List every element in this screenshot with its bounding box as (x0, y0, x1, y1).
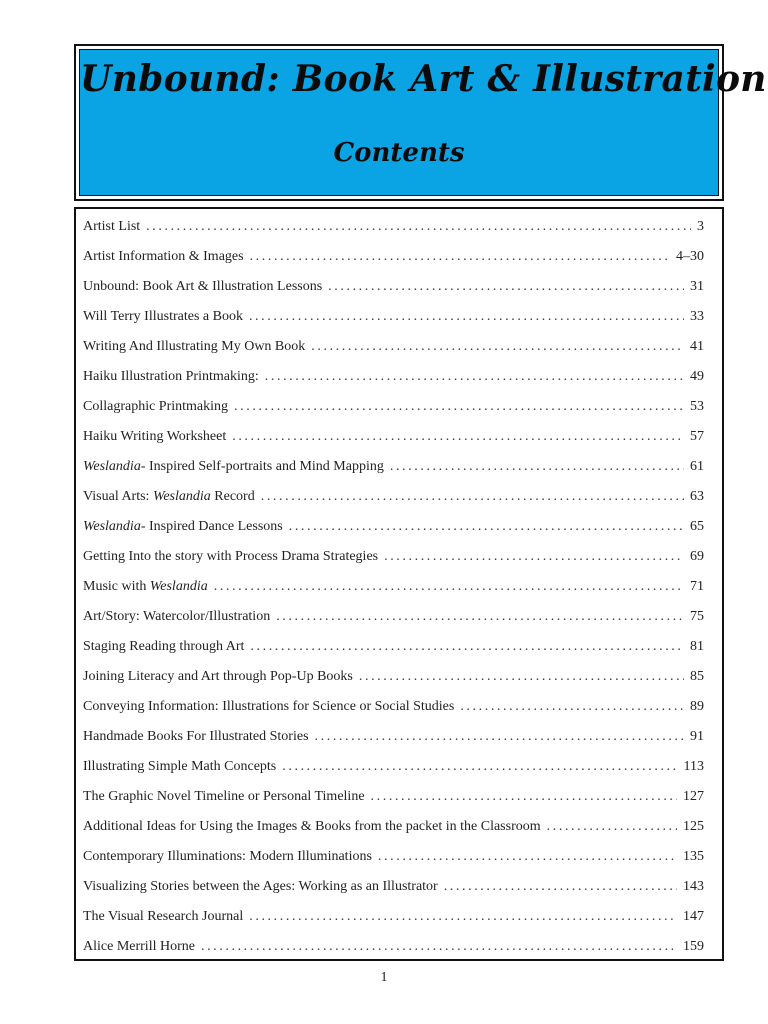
dot-leader (249, 302, 684, 332)
dot-leader (232, 422, 684, 452)
toc-entry-page: 159 (683, 939, 704, 954)
toc-entry-page: 31 (690, 279, 704, 294)
toc-entry-title-text: Collagraphic Printmaking (83, 399, 229, 414)
toc-entry-page: 61 (690, 459, 704, 474)
toc-entry-page: 71 (690, 579, 704, 594)
toc-entry-title-text: Art/Story: Watercolor/Illustration (83, 609, 271, 624)
dot-leader (265, 362, 684, 392)
toc-entry-page: 91 (690, 729, 704, 744)
table-of-contents (74, 207, 724, 961)
toc-entry-title-text: Staging Reading through Art (83, 639, 245, 654)
toc-entry[interactable] (76, 782, 722, 812)
toc-entry[interactable] (76, 482, 722, 512)
toc-entry-title (83, 662, 353, 692)
toc-entry-title (83, 872, 438, 902)
toc-entry-title-text: Joining Literacy and Art through Pop-Up Books (83, 669, 353, 684)
toc-entry-title-text: Unbound: Book Art & Illustration Lessons (83, 279, 323, 294)
toc-entry-title-italic: Weslandia (152, 489, 211, 504)
toc-entry-title-text: Writing And Illustrating My Own Book (83, 339, 306, 354)
dot-leader (390, 452, 684, 482)
dot-leader (234, 392, 684, 422)
toc-entry-title (83, 242, 244, 272)
toc-entry[interactable] (76, 392, 722, 422)
toc-entry-title-text: Haiku Writing Worksheet (83, 429, 227, 444)
toc-entry-title (83, 302, 243, 332)
document-title: Unbound: Book Art & Illustration (80, 58, 767, 100)
dot-leader (146, 212, 691, 242)
toc-entry[interactable] (76, 662, 722, 692)
toc-entry-title-text: Getting Into the story with Process Drama Strategies (83, 549, 379, 564)
toc-entry-page: 147 (683, 909, 704, 924)
toc-entry-title-text: Conveying Information: Illustrations for Science or Social Studies (83, 699, 455, 714)
toc-entry[interactable] (76, 632, 722, 662)
toc-entry[interactable] (76, 722, 722, 752)
toc-entry[interactable] (76, 302, 722, 332)
toc-entry-page: 53 (690, 399, 704, 414)
toc-entry[interactable] (76, 212, 722, 242)
toc-entry-page: 57 (690, 429, 704, 444)
toc-entry-title-text: Alice Merrill Horne (83, 939, 195, 954)
toc-entry-page: 113 (683, 759, 704, 774)
toc-entry-title-italic: Weslandia (83, 519, 141, 534)
toc-entry[interactable] (76, 272, 722, 302)
toc-entry-page: 3 (697, 219, 704, 234)
toc-entry-title (83, 332, 305, 362)
dot-leader (328, 272, 684, 302)
toc-entry-page: 33 (690, 309, 704, 324)
toc-entry-title-suffix: - Inspired Dance Lessons (140, 519, 283, 534)
dot-leader (460, 692, 684, 722)
toc-entry[interactable] (76, 812, 722, 842)
toc-entry-title-text: The Visual Research Journal (83, 909, 244, 924)
dot-leader (250, 242, 670, 272)
toc-entry-title-text: Artist Information & Images (83, 249, 244, 264)
toc-entry-page: 4–30 (676, 249, 704, 264)
toc-entry-page: 81 (690, 639, 704, 654)
toc-entry-page: 49 (690, 369, 704, 384)
dot-leader (311, 332, 684, 362)
dot-leader (315, 722, 684, 752)
toc-entry-title (83, 512, 283, 542)
toc-entry-title-text: Artist List (83, 219, 141, 234)
toc-entry-title (83, 542, 378, 572)
dot-leader (261, 482, 684, 512)
dot-leader (249, 902, 677, 932)
dot-leader (547, 812, 677, 842)
toc-entry-title (83, 602, 270, 632)
toc-entry-title (83, 692, 454, 722)
toc-entry-title (83, 632, 244, 662)
toc-entry[interactable] (76, 902, 722, 932)
toc-entry-title-text: Additional Ideas for Using the Images & Books from the packet in the Classroom (83, 819, 541, 834)
dot-leader (444, 872, 677, 902)
toc-entry[interactable] (76, 242, 722, 272)
toc-entry-title-italic: Weslandia (149, 579, 208, 594)
toc-entry-title (83, 482, 255, 512)
toc-entry-page: 63 (690, 489, 704, 504)
toc-entry[interactable] (76, 872, 722, 902)
toc-entry-title (83, 362, 259, 392)
dot-leader (289, 512, 684, 542)
toc-entry-title (83, 422, 226, 452)
dot-leader (378, 842, 677, 872)
toc-entry-title-italic: Weslandia (83, 459, 141, 474)
toc-entry-page: 125 (683, 819, 704, 834)
toc-list (76, 212, 722, 962)
toc-entry-title-text: Illustrating Simple Math Concepts (83, 759, 277, 774)
toc-entry-page: 89 (690, 699, 704, 714)
toc-entry-page: 143 (683, 879, 704, 894)
toc-entry[interactable] (76, 572, 722, 602)
toc-entry[interactable] (76, 752, 722, 782)
toc-entry-page: 41 (690, 339, 704, 354)
title-banner (74, 44, 767, 201)
toc-entry-page: 135 (683, 849, 704, 864)
page-number: 1 (380, 970, 388, 985)
toc-entry[interactable] (76, 542, 722, 572)
contents-heading: Contents (333, 138, 465, 168)
toc-entry-title-text: Contemporary Illuminations: Modern Illuminations (83, 849, 372, 864)
toc-entry-title (83, 392, 228, 422)
toc-entry-title-text: Music with (83, 579, 150, 594)
toc-entry[interactable] (76, 332, 722, 362)
toc-entry-title-text: Haiku Illustration Printmaking: (83, 369, 259, 384)
toc-entry[interactable] (76, 932, 722, 962)
toc-entry-title-text: Visualizing Stories between the Ages: Working as an Illustrator (83, 879, 438, 894)
toc-entry-page: 75 (690, 609, 704, 624)
dot-leader (384, 542, 684, 572)
toc-entry-title (83, 902, 243, 932)
dot-leader (250, 632, 684, 662)
toc-entry-title (83, 452, 384, 482)
toc-entry-title (83, 932, 195, 962)
dot-leader (359, 662, 684, 692)
toc-entry-title (83, 272, 322, 302)
title-banner-fill (79, 49, 767, 196)
toc-entry-title-text: Visual Arts: (83, 489, 153, 504)
toc-entry[interactable] (76, 452, 722, 482)
toc-entry-title-suffix: Record (210, 489, 255, 504)
toc-entry-title (83, 722, 309, 752)
toc-entry-title (83, 812, 541, 842)
toc-entry[interactable] (76, 362, 722, 392)
toc-entry-title (83, 572, 208, 602)
dot-leader (282, 752, 677, 782)
toc-entry[interactable] (76, 692, 722, 722)
toc-entry[interactable] (76, 512, 722, 542)
toc-entry-page: 69 (690, 549, 704, 564)
dot-leader (371, 782, 677, 812)
toc-entry-page: 65 (690, 519, 704, 534)
toc-entry-title (83, 752, 276, 782)
toc-entry-title (83, 212, 140, 242)
toc-entry[interactable] (76, 602, 722, 632)
toc-entry-page: 127 (683, 789, 704, 804)
toc-entry[interactable] (76, 842, 722, 872)
toc-entry-title-suffix: - Inspired Self-portraits and Mind Mapping (140, 459, 384, 474)
dot-leader (276, 602, 684, 632)
dot-leader (214, 572, 684, 602)
toc-entry-title-text: Handmade Books For Illustrated Stories (83, 729, 309, 744)
toc-entry[interactable] (76, 422, 722, 452)
dot-leader (201, 932, 677, 962)
toc-entry-title (83, 842, 372, 872)
toc-entry-title-text: Will Terry Illustrates a Book (83, 309, 243, 324)
toc-entry-title-text: The Graphic Novel Timeline or Personal Timeline (83, 789, 365, 804)
toc-entry-title (83, 782, 365, 812)
toc-entry-page: 85 (690, 669, 704, 684)
